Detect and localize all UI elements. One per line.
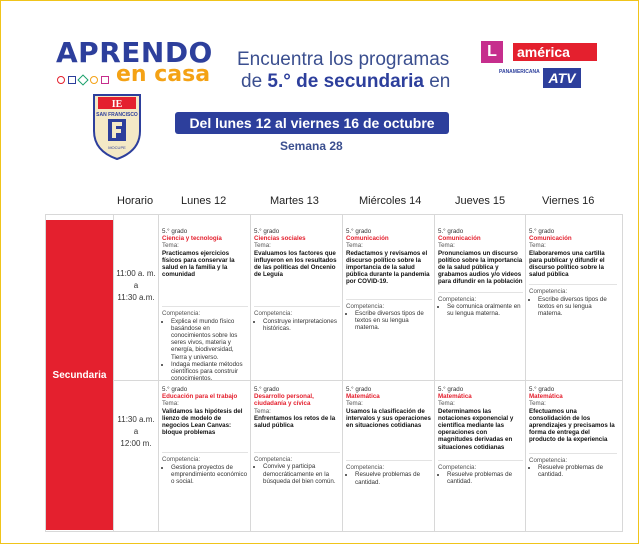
atv-logo: ATV	[543, 68, 581, 88]
col-header-jueves: Jueves 15	[455, 195, 506, 207]
logo-title: APRENDO	[56, 36, 213, 69]
logo-shapes-icon	[57, 76, 113, 84]
heading-line-1: Encuentra los programas	[237, 49, 450, 70]
col-header-horario: Horario	[117, 195, 154, 207]
date-banner: Del lunes 12 al viernes 16 de octubre	[175, 112, 449, 134]
col-header-miercoles: Miércoles 14	[359, 195, 422, 207]
panamericana-logo: PANAMERICANA	[499, 69, 540, 75]
crest-text: SAN FRANCISCO	[96, 112, 138, 118]
cell-lunes-2: 5.° grado Educación para el trabajo Tema: Validamos las hipótesis del lienzo de modelo de negocios Lean Canvas: bloque problemas Competencia: • Gestiona proyectos de emprendimiento económico o social.	[162, 386, 248, 485]
crest-sub: MOCUPE	[108, 145, 126, 150]
cell-miercoles-2: 5.° grado Matemática Tema: Usamos la clasificación de intervalos y sus operaciones en situaciones cotidianas Competencia: • Resuelve problemas de cantidad.	[346, 386, 432, 486]
col-header-lunes: Lunes 12	[181, 195, 227, 207]
tv-channels	[481, 41, 601, 89]
crest-letters: IE	[111, 99, 123, 110]
time-slot-2: 11:30 a.m. a 12:00 m.	[117, 415, 155, 448]
school-crest-icon	[90, 91, 144, 161]
cell-lunes-1: 5.° grado Ciencia y tecnología Tema: Practicamos ejercicios físicos para conservar la salud en la familia y la comunidad Competencia: • Explica el mundo físico basándose en conocimientos sobre los seres vivos, materia y energía, biodiversidad, Tierra y universo. • Indaga mediante métodos científicos para construir conocimientos.	[162, 228, 248, 382]
cell-viernes-1: 5.° grado Comunicación Tema: Elaboraremos una cartilla para publicar y difundir el discurso político sobre la salud pública Competencia: • Escribe diversos tipos de textos en su lengua materna.	[529, 228, 617, 317]
col-header-viernes: Viernes 16	[542, 195, 595, 207]
heading-line-2: de 5.° de secundaria en	[241, 71, 451, 92]
time-slot-1: 11:00 a. m. a 11:30 a.m.	[116, 269, 156, 302]
week-label: Semana 28	[280, 139, 343, 153]
cell-viernes-2: 5.° grado Matemática Tema: Efectuamos una consolidación de los aprendizajes y precisamos la forma de entrega del producto de la experiencia Competencia: • Resuelve problemas de cantidad.	[529, 386, 617, 478]
america-logo: américa	[513, 43, 597, 61]
logo-subtitle: en casa	[116, 62, 211, 87]
l-channel-logo: L	[481, 41, 503, 63]
cell-jueves-2: 5.° grado Matemática Tema: Determinamos las notaciones exponencial y científica mediante las operaciones con magnitudes derivadas en situaciones cotidianas Competencia: • Resuelve problemas de cantidad.	[438, 386, 523, 485]
row-label-secundaria: Secundaria	[46, 220, 113, 530]
cell-jueves-1: 5.° grado Comunicación Tema: Pronunciamos un discurso político sobre la importancia de la salud pública y grabamos audios y/o videos para difundir en la población Competencia: • Se comunica oralmente en su lengua materna.	[438, 228, 523, 317]
cell-miercoles-1: 5.° grado Comunicación Tema: Redactamos y revisamos el discurso político sobre la importancia de la salud pública durante la pandemia por COVID-19. Competencia: • Escribe diversos tipos de textos en su lengua materna.	[346, 228, 432, 331]
cell-martes-2: 5.° grado Desarrollo personal, ciudadanía y cívica Tema: Enfrentamos los retos de la salud pública Competencia: • Convive y participa democráticamente en la búsqueda del bien común.	[254, 386, 340, 485]
cell-martes-1: 5.° grado Ciencias sociales Tema: Evaluamos los factores que influyeron en los resultados de las políticas del Oncenio de Leguía Competencia: • Construye interpretaciones históricas.	[254, 228, 340, 332]
col-header-martes: Martes 13	[270, 195, 319, 207]
schedule-table	[45, 214, 623, 532]
